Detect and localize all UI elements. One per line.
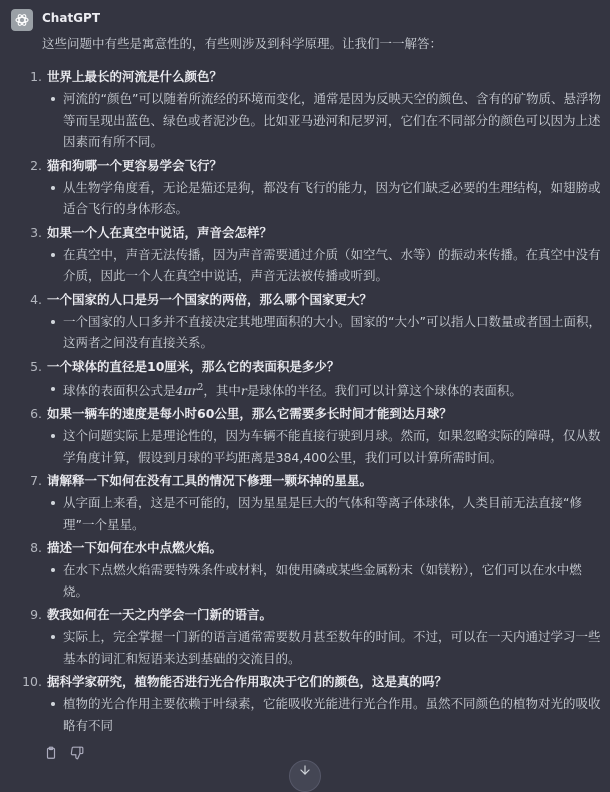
list-item bbox=[0, 537, 610, 602]
answer-item bbox=[63, 88, 603, 153]
list-item bbox=[0, 470, 610, 535]
item-number: 2. bbox=[30, 157, 42, 173]
answer-text: 实际上，完全掌握一门新的语言通常需要数月甚至数年的时间。不过，可以在一天内通过学习一些基本的词汇和短语来达到基础的交流目的。 bbox=[63, 629, 601, 666]
openai-logo-icon bbox=[14, 12, 30, 28]
question-text: 教我如何在一天之内学会一门新的语言。 bbox=[47, 607, 273, 623]
answer-text: 从生物学角度看，无论是猫还是狗，都没有飞行的能力，因为它们缺乏必要的生理结构，如翅膀或适合飞行的身体形态。 bbox=[63, 179, 601, 216]
answer-item bbox=[63, 311, 603, 354]
answer-item bbox=[63, 626, 603, 669]
item-number: 7. bbox=[30, 473, 42, 489]
answer-text: 河流的“颜色”可以随着所流经的环境而变化，通常是因为反映天空的颜色、含有的矿物质、悬浮物等而呈现出蓝色、绿色或者泥沙色。比如亚马逊河和尼罗河，它们在不同部分的颜色可以因为上述因素而有所不同。 bbox=[63, 91, 601, 149]
scroll-to-bottom-button[interactable] bbox=[289, 760, 321, 792]
answer-text-pre: 球体的表面积公式是 bbox=[63, 382, 176, 398]
answer-text: 在真空中，声音无法传播，因为声音需要通过介质（如空气、水等）的振动来传播。在真空中没有介质，因此一个人在真空中说话，声音无法被传播或听到。 bbox=[63, 246, 601, 283]
bullet-dot bbox=[51, 320, 55, 324]
surface-area-formula bbox=[176, 383, 204, 398]
copy-button[interactable] bbox=[42, 744, 60, 762]
chatgpt-avatar bbox=[11, 9, 33, 31]
bullet-dot bbox=[51, 501, 55, 505]
answer-text: 这个问题实际上是理论性的，因为车辆不能直接行驶到月球。然而，如果忽略实际的障碍，仅从数学角度计算，假设到月球的平均距离是384,400公里，我们可以计算所需时间。 bbox=[63, 428, 601, 465]
answer-item bbox=[63, 378, 603, 402]
bullet-dot bbox=[51, 568, 55, 572]
answer-text: 在水下点燃火焰需要特殊条件或材料，如使用磷或某些金属粉末（如镁粉），它们可以在水中燃烧。 bbox=[63, 562, 582, 599]
list-item bbox=[0, 289, 610, 354]
formula-exponent: 2 bbox=[197, 382, 204, 393]
radius-variable: r bbox=[240, 382, 247, 398]
item-number: 8. bbox=[30, 540, 42, 556]
answer-text-post: 是球体的半径。我们可以计算这个球体的表面积。 bbox=[246, 382, 522, 398]
bullet-dot bbox=[51, 635, 55, 639]
formula-base: 4πr bbox=[175, 382, 198, 398]
bullet-dot bbox=[51, 702, 55, 706]
answer-text: 从字面上来看，这是不可能的，因为星星是巨大的气体和等离子体球体，人类目前无法直接“修理”一个星星。 bbox=[63, 495, 582, 532]
bullet-dot bbox=[51, 253, 55, 257]
list-item bbox=[0, 403, 610, 468]
item-number: 4. bbox=[30, 291, 42, 307]
list-item bbox=[0, 671, 610, 736]
question-text: 描述一下如何在水中点燃火焰。 bbox=[47, 540, 223, 556]
list-item bbox=[0, 155, 610, 220]
question-text: 猫和狗哪一个更容易学会飞行？ bbox=[47, 157, 223, 173]
question-text: 如果一个人在真空中说话，声音会怎样？ bbox=[47, 224, 273, 240]
bullet-dot bbox=[51, 387, 55, 391]
list-item bbox=[0, 66, 610, 153]
sender-name: ChatGPT bbox=[42, 11, 101, 25]
question-text: 一个球体的直径是10厘米，那么它的表面积是多少？ bbox=[47, 358, 340, 374]
clipboard-icon bbox=[44, 746, 58, 760]
list-item bbox=[0, 604, 610, 669]
answer-item bbox=[63, 693, 603, 736]
answer-item bbox=[63, 244, 603, 287]
question-text: 一个国家的人口是另一个国家的两倍，那么哪个国家更大？ bbox=[47, 291, 373, 307]
thumbs-down-icon bbox=[70, 746, 84, 760]
answer-text: 一个国家的人口多并不直接决定其地理面积的大小。国家的“大小”可以指人口数量或者国土面积，这两者之间没有直接关系。 bbox=[63, 313, 601, 350]
answer-text: 植物的光合作用主要依赖于叶绿素，它能吸收光能进行光合作用。虽然不同颜色的植物对光的吸收略有不同 bbox=[63, 696, 601, 733]
answer-text-mid: ，其中 bbox=[203, 382, 241, 398]
item-number: 3. bbox=[30, 224, 42, 240]
item-number: 1. bbox=[30, 69, 42, 84]
thumbs-down-button[interactable] bbox=[68, 744, 86, 762]
question-text: 如果一辆车的速度是每小时60公里，那么它需要多长时间才能到达月球？ bbox=[47, 406, 452, 422]
bullet-dot bbox=[51, 434, 55, 438]
item-number: 9. bbox=[30, 607, 42, 623]
list-item bbox=[0, 222, 610, 287]
question-text: 世界上最长的河流是什么颜色？ bbox=[47, 69, 223, 84]
answer-item bbox=[63, 492, 603, 535]
answer-item bbox=[63, 425, 603, 468]
item-number: 5. bbox=[30, 358, 42, 374]
list-item bbox=[0, 356, 610, 402]
answer-item bbox=[63, 177, 603, 220]
intro-text: 这些问题中有些是寓意性的，有些则涉及到科学原理。让我们一一解答： bbox=[42, 36, 443, 51]
message-actions bbox=[42, 744, 86, 762]
item-number: 6. bbox=[30, 406, 42, 422]
item-number: 10. bbox=[22, 674, 42, 690]
qa-list bbox=[0, 66, 610, 738]
bullet-dot bbox=[51, 186, 55, 190]
answer-item bbox=[63, 559, 603, 602]
bullet-dot bbox=[51, 97, 55, 101]
question-text: 据科学家研究，植物能否进行光合作用取决于它们的颜色，这是真的吗？ bbox=[47, 674, 448, 690]
question-text: 请解释一下如何在没有工具的情况下修理一颗坏掉的星星。 bbox=[47, 473, 373, 489]
